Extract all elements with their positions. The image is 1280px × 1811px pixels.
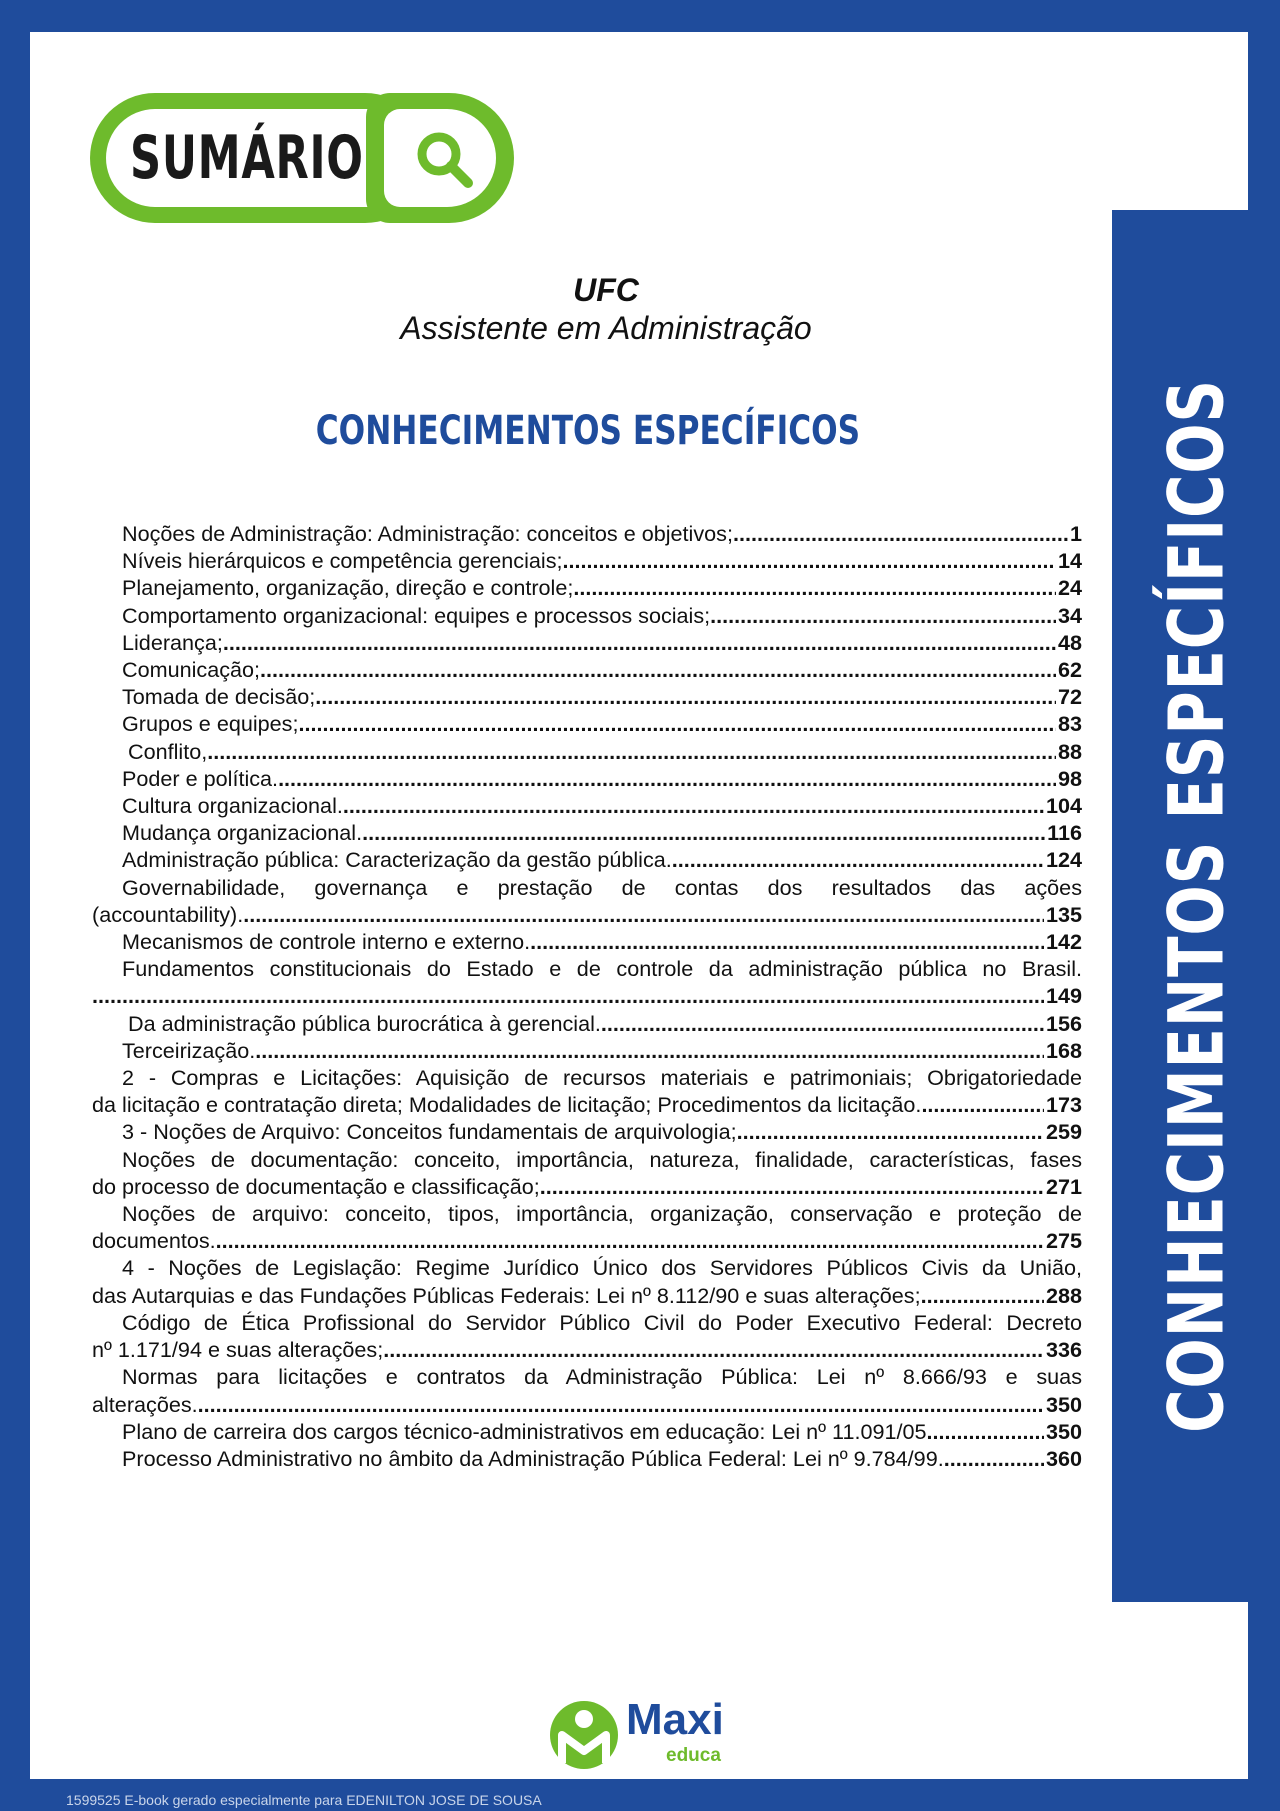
toc-page-number: 124 [1045,847,1082,873]
toc-entry-text: Mecanismos de controle interno e externo. [122,929,531,955]
toc-entry-text: Comportamento organizacional: equipes e processos sociais; [122,602,711,628]
toc-entry-text: Governabilidade, governança e prestação de contas dos resultados das ações [122,874,1082,900]
toc-page-number: 88 [1057,738,1082,764]
maxi-person-icon [548,1693,624,1773]
toc-entry-line [92,1037,1082,1064]
toc-entry-line [92,792,1082,819]
toc-entry[interactable] [92,1064,1082,1118]
toc-entry[interactable] [92,1418,1082,1445]
toc-leader-dots [383,1336,1044,1363]
toc-leader-dots [672,846,1044,873]
toc-entry-text: Plano de carreira dos cargos técnico-administrativos em educação: Lei nº 11.091/05 [122,1418,927,1444]
toc-entry-line [92,982,1082,1009]
toc-entry-line [92,928,1082,955]
toc-page-number: 271 [1045,1173,1082,1199]
toc-leader-dots [530,928,1044,955]
role-title: Assistente em Administração [400,310,812,346]
toc-page-number: 83 [1057,711,1082,737]
toc-entry-line [92,1418,1082,1445]
toc-page-number: 135 [1045,901,1082,927]
toc-entry-line [92,547,1082,574]
toc-entry-line [92,520,1082,547]
toc-entry-text: do processo de documentação e classificação; [92,1173,540,1199]
maxi-educa-logo [548,1693,728,1773]
toc-entry-text: Grupos e equipes; [122,711,299,737]
toc-entry-line [92,1282,1082,1309]
toc-entry-text: Níveis hierárquicos e competência gerenciais; [122,548,563,574]
toc-entry-text: Terceirização. [122,1037,256,1063]
toc-entry[interactable] [92,846,1082,873]
toc-page-number: 336 [1045,1337,1082,1363]
toc-entry-line [92,629,1082,656]
toc-entry-text: Fundamentos constitucionais do Estado e de controle da administração pública no Brasil. [122,956,1082,982]
toc-page-number: 48 [1057,629,1082,655]
toc-leader-dots [255,1037,1044,1064]
toc-page-number: 350 [1045,1418,1082,1444]
toc-entry[interactable] [92,656,1082,683]
toc-entry-text: (accountability). [92,901,244,927]
toc-entry[interactable] [92,1118,1082,1145]
toc-page-number: 168 [1045,1037,1082,1063]
toc-page-number: 62 [1057,657,1082,683]
toc-leader-dots [733,520,1068,547]
toc-leader-dots [278,765,1056,792]
toc-page-number: 173 [1045,1092,1082,1118]
toc-entry-text: Poder e política. [122,765,279,791]
toc-entry[interactable] [92,955,1082,1009]
toc-entry-text: 2 - Compras e Licitações: Aquisição de recursos materiais e patrimoniais; Obrigatoriedade [122,1065,1082,1091]
toc-entry-text: Noções de arquivo: conceito, tipos, importância, organização, conservação e proteção de [122,1201,1082,1227]
toc-page-number: 98 [1057,765,1082,791]
toc-leader-dots [223,629,1056,656]
toc-entry[interactable] [92,547,1082,574]
toc-leader-dots [92,982,1044,1009]
toc-entry[interactable] [92,792,1082,819]
toc-entry-text: Mudança organizacional. [122,820,363,846]
toc-page-number: 14 [1057,548,1082,574]
toc-leader-dots [207,738,1056,765]
toc-entry-text: Código de Ética Profissional do Servidor Público Civil do Poder Executivo Federal: Decreto [122,1309,1082,1335]
toc-entry[interactable] [92,1445,1082,1472]
toc-entry[interactable] [92,602,1082,629]
toc-entry-line [92,1391,1082,1418]
toc-entry[interactable] [92,874,1082,928]
toc-leader-dots [362,819,1045,846]
toc-entry[interactable] [92,1200,1082,1254]
toc-entry-text: alterações. [92,1391,198,1417]
toc-entry-text: da licitação e contratação direta; Modalidades de licitação; Procedimentos da licitação. [92,1092,922,1118]
toc-entry-text: Da administração pública burocrática à gerencial. [122,1010,601,1036]
toc-entry[interactable] [92,520,1082,547]
toc-leader-dots [710,602,1056,629]
maxi-sub: educa [666,1745,721,1766]
institution-title: UFC [573,272,639,308]
toc-entry-text: nº 1.171/94 e suas alterações; [92,1337,384,1363]
toc-entry-line [92,1227,1082,1254]
toc-leader-dots [198,1391,1044,1418]
toc-entry-text: Administração pública: Caracterização da gestão pública. [122,847,672,873]
toc-entry-text: 4 - Noções de Legislação: Regime Jurídico Único dos Servidores Públicos Civis da União, [122,1255,1082,1281]
toc-entry[interactable] [92,738,1082,765]
toc-leader-dots [563,547,1056,574]
toc-entry-line [92,710,1082,737]
toc-entry-text: Noções de Administração: Administração: conceitos e objetivos; [122,521,733,546]
toc-entry-line [92,901,1082,928]
toc-page-number: 104 [1045,793,1082,819]
toc-page-number: 259 [1045,1119,1082,1145]
sumario-logo [90,93,514,223]
toc-entry-text: Noções de documentação: conceito, importância, natureza, finalidade, características, fases [122,1146,1082,1172]
toc-entry-line [92,1445,1082,1472]
toc-leader-dots [921,1091,1044,1118]
toc-entry[interactable] [92,765,1082,792]
toc-entry-text: Planejamento, organização, direção e controle; [122,575,574,601]
toc-leader-dots [315,683,1056,710]
toc-entry-text: Normas para licitações e contratos da Administração Pública: Lei nº 8.666/93 e suas [122,1364,1082,1390]
footer-text: 1599525 E-book gerado especialmente para EDENILTON JOSE DE SOUSA [66,1792,542,1808]
maxi-word: Maxi [626,1695,724,1744]
toc-entry-text: Cultura organizacional. [122,793,343,819]
toc-entry-line [92,1010,1082,1037]
toc-page-number: 142 [1045,929,1082,955]
toc-entry-line [92,819,1082,846]
toc-entry-line [92,1173,1082,1200]
toc-entry-text: das Autarquias e das Fundações Públicas Federais: Lei nº 8.112/90 e suas alterações; [92,1282,921,1308]
toc-entry[interactable] [92,683,1082,710]
toc-entry[interactable] [92,1363,1082,1417]
toc-leader-dots [573,574,1056,601]
toc-entry[interactable] [92,710,1082,737]
toc-entry[interactable] [92,574,1082,601]
toc-entry-text: Liderança; [122,629,223,655]
toc-leader-dots [540,1173,1044,1200]
toc-entry-text: Tomada de decisão; [122,684,316,710]
logo-badge-inner [384,109,496,207]
toc-leader-dots [737,1118,1044,1145]
toc-page-number: 34 [1057,602,1082,628]
toc-entry-line [92,602,1082,629]
toc-leader-dots [298,710,1056,737]
toc-leader-dots [216,1227,1044,1254]
search-icon [412,127,476,191]
toc-entry[interactable] [92,1309,1082,1363]
toc-page-number: 288 [1045,1282,1082,1308]
toc-entry[interactable] [92,819,1082,846]
toc-leader-dots [343,792,1044,819]
toc-leader-dots [944,1445,1044,1472]
logo-badge [366,93,514,223]
toc-leader-dots [601,1010,1044,1037]
toc-entry[interactable] [92,1037,1082,1064]
toc-page-number: 275 [1045,1228,1082,1254]
toc-entry-text: Processo Administrativo no âmbito da Administração Pública Federal: Lei nº 9.784/99. [122,1445,944,1471]
toc-entry-text: documentos. [92,1228,216,1254]
toc-entry-line [92,738,1082,765]
toc-entry-line [92,656,1082,683]
toc-page-number: 360 [1045,1445,1082,1471]
toc-entry[interactable] [92,1254,1082,1308]
toc-entry-line [92,846,1082,873]
toc-entry-line [92,765,1082,792]
toc-page-number: 350 [1045,1391,1082,1417]
toc-entry-line [92,574,1082,601]
toc-leader-dots [921,1282,1044,1309]
toc-leader-dots [243,901,1044,928]
toc-entry-text: Conflito, [122,738,208,764]
toc-page-number: 116 [1047,820,1082,846]
toc-entry[interactable] [92,928,1082,955]
logo-word: SUMÁRIO [130,123,364,193]
toc-entry-line [92,683,1082,710]
toc-entry[interactable] [92,1146,1082,1200]
toc-entry-text: 3 - Noções de Arquivo: Conceitos fundamentais de arquivologia; [122,1119,737,1145]
toc-entry[interactable] [92,1010,1082,1037]
toc-page-number: 149 [1045,983,1082,1009]
side-label-text: CONHECIMENTOS ESPECÍFICOS [1151,379,1241,1433]
toc-page-number: 1 [1069,521,1082,546]
toc-page-number: 156 [1045,1010,1082,1036]
toc-entry-line [92,1091,1082,1118]
table-of-contents [92,520,1082,1472]
toc-leader-dots [260,656,1056,683]
section-heading-text: CONHECIMENTOS ESPECÍFICOS [315,408,860,454]
section-heading [0,408,1175,454]
toc-page-number: 24 [1057,575,1082,601]
toc-entry-line [92,1118,1082,1145]
toc-leader-dots [927,1418,1044,1445]
toc-entry-text: Comunicação; [122,657,261,683]
toc-entry-line [92,1336,1082,1363]
toc-entry[interactable] [92,629,1082,656]
toc-page-number: 72 [1057,684,1082,710]
